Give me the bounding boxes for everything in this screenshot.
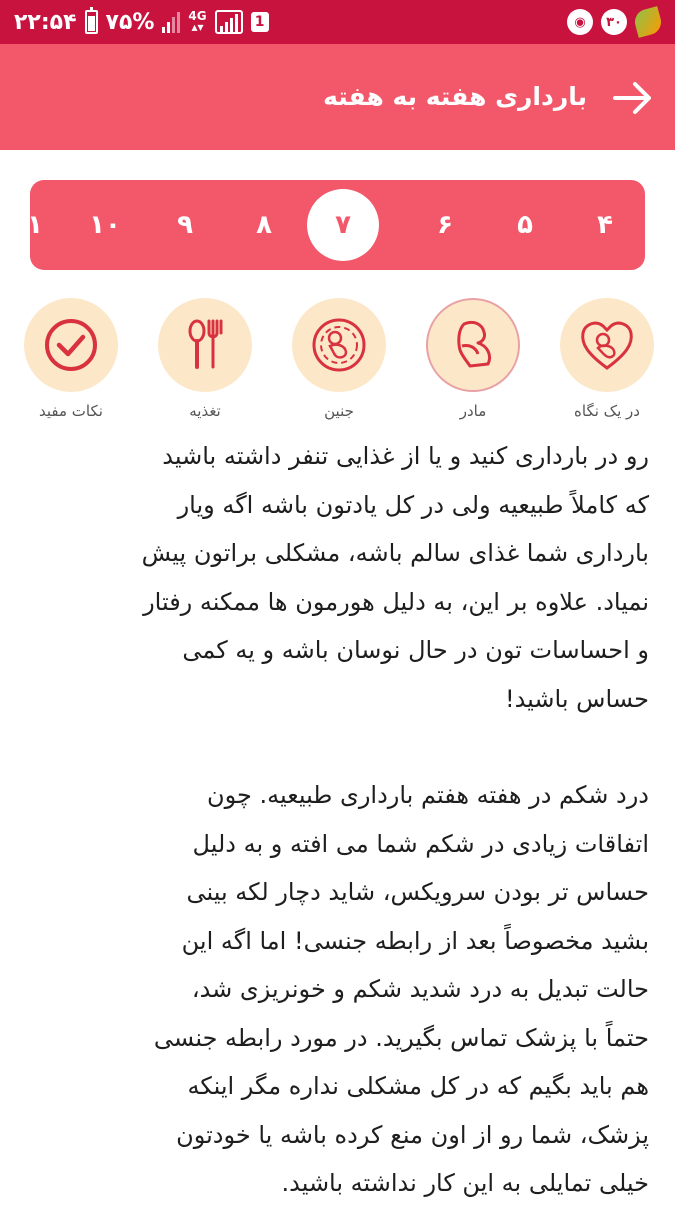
week-11-partial[interactable]: ۱ [27, 210, 43, 240]
page-title: بارداری هفته به هفته [323, 82, 587, 111]
clock: ۲۲:۵۴ [14, 9, 77, 35]
category-mother[interactable]: مادر [426, 298, 520, 392]
heart-baby-icon [576, 314, 638, 376]
category-nutrition[interactable]: تغذیه [158, 298, 252, 392]
week-9[interactable]: ۹ [177, 210, 193, 240]
week-10[interactable]: ۱۰ [89, 210, 121, 240]
signal-bars-icon [215, 10, 243, 34]
network-type: 4G ▴▾ [188, 9, 207, 34]
notification-count-badge: ۳۰ [601, 9, 627, 35]
week-5[interactable]: ۵ [517, 210, 533, 240]
article-content [36, 432, 649, 1208]
check-circle-icon [40, 314, 102, 376]
fetus-icon [308, 314, 370, 376]
app-bar [0, 44, 675, 150]
battery-icon [85, 10, 98, 34]
week-selector[interactable] [27, 180, 645, 270]
arrow-right-icon[interactable] [609, 74, 657, 122]
status-bar [0, 0, 675, 44]
mother-icon [444, 316, 502, 374]
week-8[interactable]: ۸ [256, 210, 272, 240]
paragraph-mood: رو در بارداری کنید و یا از غذایی تنفر داشته باشید که کاملاً طبیعیه ولی در کل یادتون باشه اگه ویار بارداری شما غذای سالم باشه، مشکلی براتون پیش نمیاد. علاوه بر این، به دلیل هورمون ها ممکنه رفتار و احساسات تون در حال نوسان باشه و یه کمی حساس باشید! [141, 442, 649, 713]
leaf-icon [632, 6, 664, 38]
sim-slot-badge: 1 [251, 12, 269, 32]
week-6[interactable]: ۶ [437, 210, 453, 240]
week-7-selected[interactable]: ۷ [307, 189, 379, 261]
paragraph-abdominal-pain: درد شکم در هفته هفتم بارداری طبیعیه. چون اتفاقات زیادی در شکم شما می افته و به دلیل حساس تر بودن سرویکس، شاید دچار لکه بینی بشید مخصوصاً بعد از رابطه جنسی! اما اگه این حالت تبدیل به درد شدید شکم و خونریزی شد، حتماً با پزشک تماس بگیرید. در مورد رابطه جنسی هم باید بگیم که در کل مشکلی نداره مگر اینکه پزشک، شما رو از اون منع کرده باشه یا خودتون خیلی تمایلی به این کار نداشته باشید. [153, 781, 649, 1197]
status-left [14, 0, 269, 44]
category-overview[interactable]: در یک نگاه [560, 298, 654, 392]
signal-icon [162, 11, 180, 33]
status-right [567, 0, 661, 44]
week-4[interactable]: ۴ [597, 210, 613, 240]
battery-percent: ۷۵% [105, 9, 155, 35]
category-tips[interactable]: نکات مفید [24, 298, 118, 392]
app-notification-icon: ◉ [567, 9, 593, 35]
fork-spoon-icon [175, 315, 235, 375]
category-fetus[interactable]: جنین [292, 298, 386, 392]
